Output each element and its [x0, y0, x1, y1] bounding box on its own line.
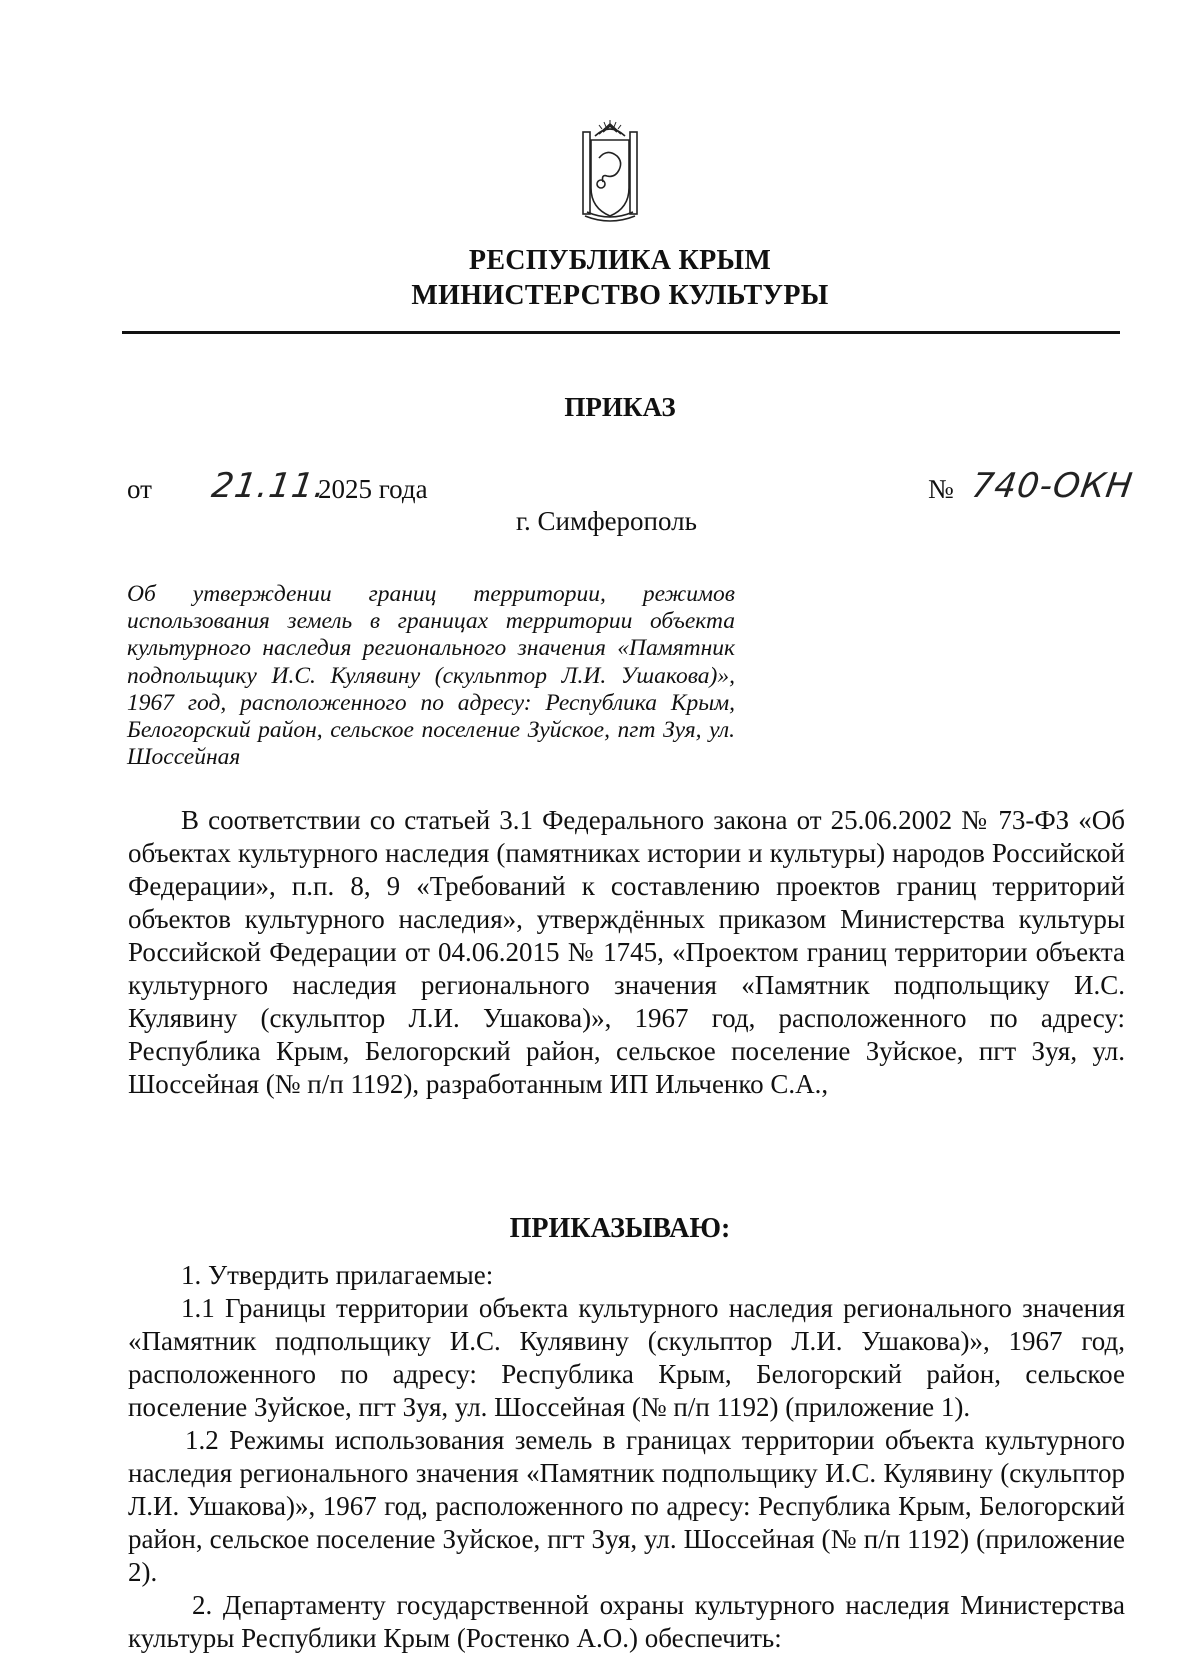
handwritten-date: 21.11.	[209, 466, 329, 506]
order-items	[128, 1259, 1125, 1655]
order-subject: Об утверждении границ территории, режимов использования земель в границах территории объекта культурного наследия регионального значения «Памятник подпольщику И.С. Кулявину (скульптор Л.И. Ушакова)», 1967 год, расположенного по адресу: Республика Крым, Белогорский район, сельское поселение Зуйское, пгт Зуя, ул. Шоссейная	[127, 581, 735, 771]
preamble	[128, 804, 1125, 1101]
crimea-coat-of-arms-icon	[565, 118, 655, 230]
header-ministry: МИНИСТЕРСТВО КУЛЬТУРЫ	[411, 280, 829, 311]
number-prefix: №	[928, 474, 954, 504]
item-1-2: 1.2 Режимы использования земель в границах территории объекта культурного наследия регионального значения «Памятник подпольщику И.С. Кулявину (скульптор Л.И. Ушакова)», 1967 год, расположенного по адресу: Республика Крым, Белогорский район, сельское поселение Зуйское, пгт Зуя, ул. Шоссейная (№ п/п 1192) (приложение 2).	[128, 1425, 1125, 1587]
place: г. Симферополь	[516, 506, 697, 536]
date-prefix: от	[127, 474, 152, 504]
handwritten-number: 740-ОКН	[969, 466, 1136, 506]
item-1: 1. Утвердить прилагаемые:	[181, 1260, 494, 1290]
document-type: ПРИКАЗ	[564, 392, 676, 422]
order-word: ПРИКАЗЫВАЮ:	[509, 1213, 731, 1244]
item-2: 2. Департаменту государственной охраны культурного наследия Министерства культуры Республики Крым (Ростенко А.О.) обеспечить:	[128, 1590, 1125, 1653]
header-republic: РЕСПУБЛИКА КРЫМ	[468, 245, 772, 276]
header-divider	[122, 331, 1120, 334]
date-year: 2025 года	[318, 474, 428, 504]
preamble-text: В соответствии со статьей 3.1 Федерального закона от 25.06.2002 № 73-ФЗ «Об объектах культурного наследия (памятниках истории и культуры) народов Российской Федерации», п.п. 8, 9 «Требований к составлению проектов границ территорий объектов культурного наследия», утверждённых приказом Министерства культуры Российской Федерации от 04.06.2015 № 1745, «Проектом границ территории объекта культурного наследия регионального значения «Памятник подпольщику И.С. Кулявину (скульптор Л.И. Ушакова)», 1967 год, расположенного по адресу: Республика Крым, Белогорский район, сельское поселение Зуйское, пгт Зуя, ул. Шоссейная (№ п/п 1192), разработанным ИП Ильченко С.А.,	[128, 805, 1125, 1099]
item-1-1: 1.1 Границы территории объекта культурного наследия регионального значения «Памятник подпольщику И.С. Кулявину (скульптор Л.И. Ушакова)», 1967 год, расположенного по адресу: Республика Крым, Белогорский район, сельское поселение Зуйское, пгт Зуя, ул. Шоссейная (№ п/п 1192) (приложение 1).	[128, 1293, 1125, 1422]
